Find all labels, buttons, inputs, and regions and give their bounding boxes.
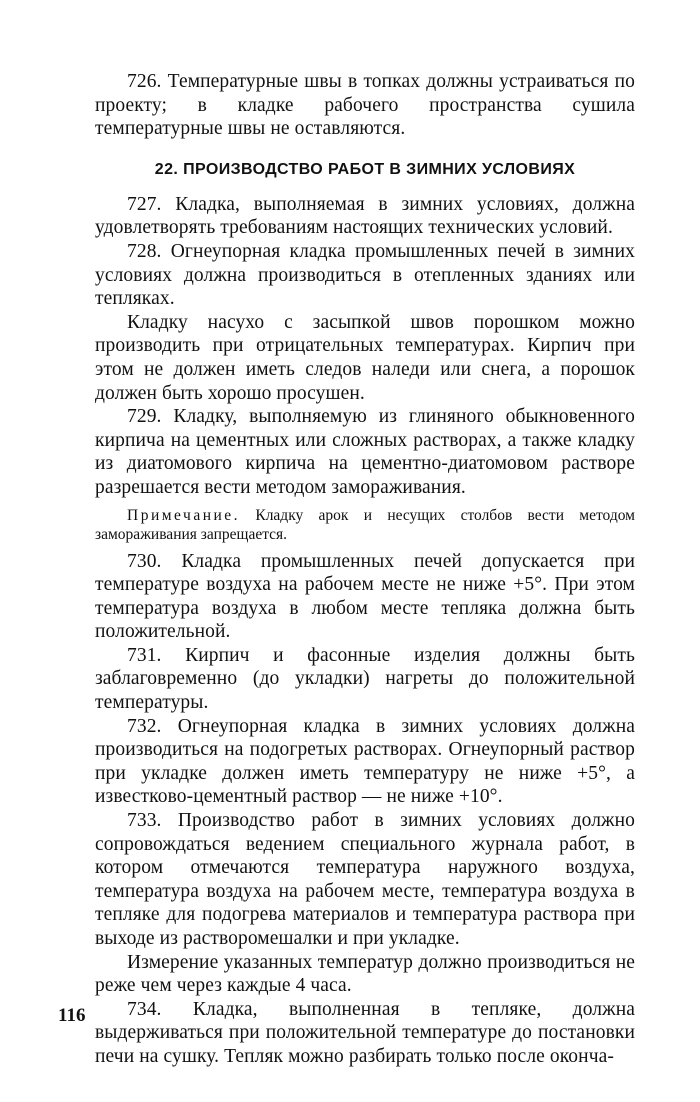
paragraph-728-continued: Кладку насухо с засыпкой швов порошком можно производить при отрицательных температурах. Кирпич при этом не должен иметь следов наледи или снега, а порошок должен быть хорошо просушен. bbox=[95, 311, 635, 404]
page-number: 116 bbox=[58, 1005, 86, 1026]
note-text: Кладку арок и несущих столбов вести методом замораживания запрещается. bbox=[95, 506, 635, 543]
paragraph-730: 730. Кладка промышленных печей допускается при температуре воздуха на рабочем месте не ниже +5°. При этом температура воздуха в любом месте тепляка должна быть положительной. bbox=[95, 550, 635, 643]
page-body bbox=[95, 70, 635, 1069]
section-heading: 22. ПРОИЗВОДСТВО РАБОТ В ЗИМНИХ УСЛОВИЯХ bbox=[154, 160, 576, 178]
paragraph-734: 734. Кладка, выполненная в тепляке, должна выдерживаться при положительной температуре до постановки печи на сушку. Тепляк можно разбирать только после оконча- bbox=[95, 998, 635, 1067]
note bbox=[95, 506, 635, 544]
paragraph-727: 727. Кладка, выполняемая в зимних условиях, должна удовлетворять требованиям настоящих технических условий. bbox=[95, 193, 635, 239]
paragraph-729: 729. Кладку, выполняемую из глиняного обыкновенного кирпича на цементных или сложных растворах, а также кладку из диатомового кирпича на цементно-диатомовом растворе разрешается вести методом замораживания. bbox=[95, 406, 635, 498]
paragraph-728: 728. Огнеупорная кладка промышленных печей в зимних условиях должна производиться в отепленных зданиях или тепляках. bbox=[95, 240, 635, 310]
paragraph-733: 733. Производство работ в зимних условиях должно сопровождаться ведением специального журнала работ, в котором отмечаются температура наружного воздуха, температура воздуха на рабочем месте, температура воздуха в тепляке для подогрева материалов и температура раствора при выходе из растворомешалки и при укладке. bbox=[95, 810, 635, 949]
paragraph-733-continued: Измерение указанных температур должно производиться не реже чем через каждые 4 часа. bbox=[95, 951, 635, 997]
paragraph-731: 731. Кирпич и фасонные изделия должны быть заблаговременно (до укладки) нагреты до положительной температуры. bbox=[95, 644, 635, 714]
paragraph-726: 726. Температурные швы в топках должны устраиваться по проекту; в кладке рабочего пространства сушила температурные швы не оставляются. bbox=[95, 71, 635, 140]
note-label: Примечание. bbox=[127, 506, 241, 524]
paragraph-732: 732. Огнеупорная кладка в зимних условиях должна производиться на подогретых растворах. Огнеупорный раствор при укладке должен иметь температуру не ниже +5°, а известково-цементный раствор — не ниже +10°. bbox=[95, 715, 635, 808]
